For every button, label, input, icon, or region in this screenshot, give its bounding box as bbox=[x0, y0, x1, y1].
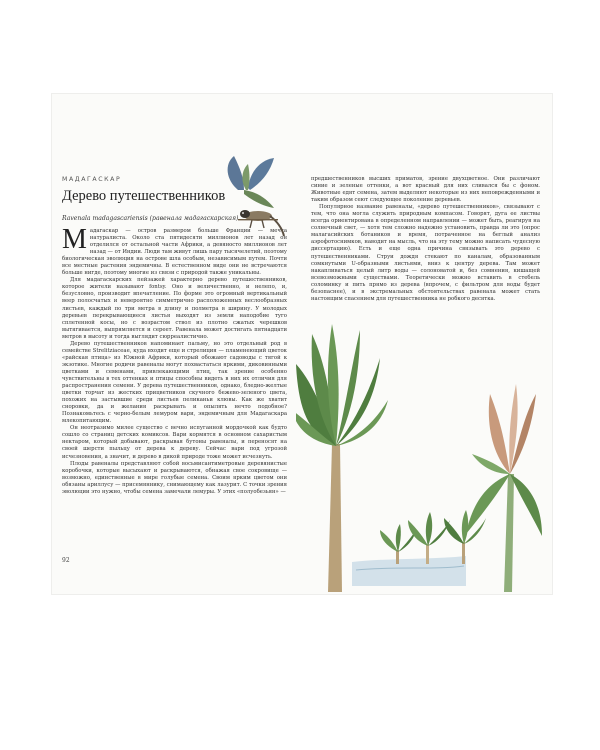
paragraph-2: Для мадагаскарских пейзажей характерно дерево путешественников, которое жители называют fontsy. Оно и величественно, и нелепо, и, безусловно, производит впечатление. По форме это огромный вертикальный веер полосчатых и невероятно симметрично расположенных веслообразных листьев, каждый по три метра в длину и полметра в ширину. У молодых деревьев перекрывающиеся листья выходят из земли наподобие туго сплетенной косы, но с возрастом ствол из плотно сжатых черешков вытягивается, выпрямляется и сереет. Равенала может достигать пятнадцати метров в высоту и тогда выглядит сюрреалистично. bbox=[62, 277, 287, 340]
page-title: Дерево путешественников bbox=[62, 188, 226, 204]
drop-cap: М bbox=[62, 224, 87, 255]
paragraph-4: Он неотразимо милее существо с вечно испуганной мордочкой как будто сошло со страниц детских комиксов. Вари кормятся в основном сахаристым нектаром, который добывают, раскрывая бутоны равеналы, и переносят на своей шерсти пыльцу от дерева к дереву. Сейчас вари под угрозой исчезновения, а значит, и дерево в дикой природе тоже может исчезнуть. bbox=[62, 425, 287, 460]
right-paragraph-2: Популярное название равеналы, «дерево путешественников», связывают с тем, что она могла служить природным компасом. Говорят, дуга ее листвы всегда ориентирована в определенном направлении — может быть, реагируя на солнечный свет, — хотя тем сложно надежно установить, правда ли это (опрос малагасийских ботаников и время, потраченное на беглый анализ аэрофотоснимков, наводит на мысль, что на эту тему можно написать чудесную диссертацию). Есть и еще одна причина связывать это дерево с путешественниками. Струи дождя стекают по каналам, образованным сомкнутыми U-образными листьями, вниз к центру дерева. Там может накапливаться целый литр воды — солоноватой и, без сомнения, кишащей всевозможными существами. Теоретически можно вставить в стебель соломинку и пить прямо из дерева (впрочем, с фильтром для воды будет безопаснее), и в экстремальных обстоятельствах равенала может стать настоящим спасением для путешественника не робкого десятка. bbox=[311, 204, 540, 302]
paragraph-5: Плоды равеналы представляют собой восьмисантиметровые деревянистые коробочки, которые высыхают и раскрываются, обнажая свое сокровище — возможно, единственные в мире голубые семена. Своим ярким цветом они обязаны ариллусу — присемяннику, снимающему как лазурит. С точки зрения эволюции это нужно, чтобы семена замечали лемуры. У этих «полуобезьян» — bbox=[62, 460, 287, 495]
water-icon bbox=[352, 556, 466, 586]
latin-name: Ravenala madagascariensis (равенала мадагаскарская) bbox=[62, 215, 239, 222]
blue-seed-pod-icon bbox=[228, 156, 274, 208]
page-number: 92 bbox=[62, 557, 70, 564]
paragraph-3: Дерево путешественников напоминает пальму, но это отдельный род в семействе Strelitziaceae, куда входит еще и стрелиция — пламенеющий цветок «райская птица» из Южной Африки, который обожают садоводы с тягой к экзотике. Многие родичи равеналы могут похвастаться яркими, диковинными цветками и семенами, привлекающими птиц, так зрение особенно чувствительны в тех оттенках и птицы способны видеть в них их отличия для распространения семени. У дерева путешественников, однако, бледно-желтые цветки торчат из жестких прицветников скучного бежево-зеленого цвета, похожих на застывшие среди листьев пеликаньи клювы. Как же хватит сноровки, да и желания раскрывать и опылять нечто подобное? Познакомьтесь с черно-белым лемуром вари, эндемичным для Мадагаскара млекопитающим. bbox=[62, 340, 287, 425]
small-fan-tree-icon bbox=[380, 510, 486, 564]
lemur-icon bbox=[238, 210, 284, 236]
flowering-stem-icon bbox=[466, 384, 542, 592]
right-page bbox=[311, 176, 540, 303]
paragraph-1-text: адагаскар — остров размером больше Франции — мечта натуралиста. Около ста пятидесяти миллионов лет назад он отделился от остальной части Африки, а девяносто миллионов лет назад — от Индии. Люди там живут лишь пару тысячелетий, поэтому биологическая эволюция на острове шла особым, независимым путем. Почти все местные растения эндемичны. В естественном виде они не встречаются больше нигде, поэтому многие из связи с природой также уникальны. bbox=[62, 228, 287, 277]
large-fan-tree-icon bbox=[296, 324, 388, 592]
seed-pod-illustration bbox=[218, 150, 294, 240]
right-paragraph-1: предшественников высших приматов, зрение двухцветное. Они различают синие и зеленые оттенки, а вот красный для них сливался бы с фоном. Животные едят семена, затем выделяют некоторые из них неповрежденными и таким образом сеют следующее поколение деревьев. bbox=[311, 176, 540, 204]
ravenala-illustration bbox=[296, 324, 542, 592]
section-kicker: МАДАГАСКАР bbox=[62, 176, 122, 183]
